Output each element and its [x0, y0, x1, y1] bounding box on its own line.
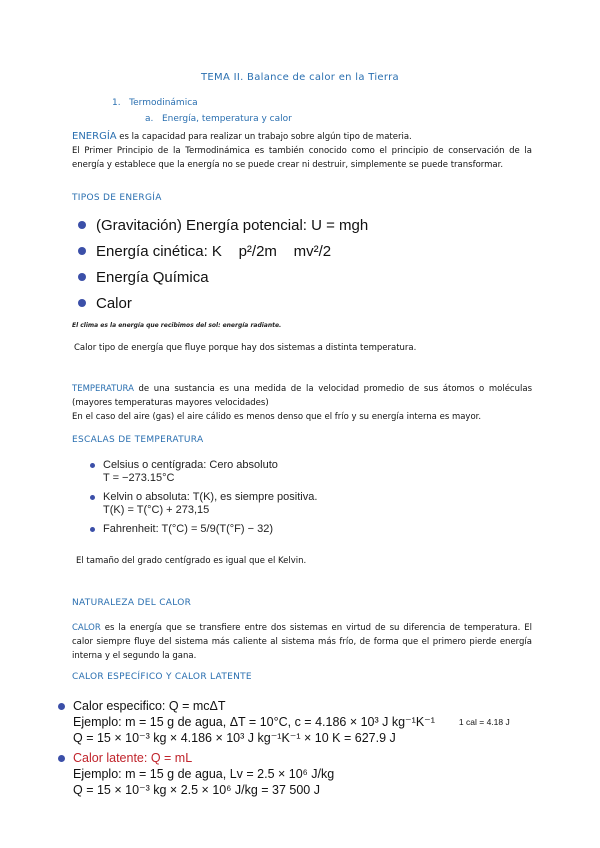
latente-ejemplo: Ejemplo: m = 15 g de agua, Lv = 2.5 × 10⁶ J/kg	[73, 767, 335, 781]
bullet-icon	[58, 755, 65, 762]
list-item: Energía Química	[78, 264, 368, 290]
bullet-icon	[58, 703, 65, 710]
calor-text: Calor tipo de energía que fluye porque hay dos sistemas a distinta temperatura.	[74, 343, 417, 353]
list-item: (Gravitación) Energía potencial: U = mgh	[78, 212, 368, 238]
bullet-icon	[78, 273, 86, 281]
naturaleza-heading: NATURALEZA DEL CALOR	[72, 598, 192, 608]
calor-latente-heading: CALOR ESPECÍFICO Y CALOR LATENTE	[72, 672, 252, 682]
bullet-icon	[78, 221, 86, 229]
tipos-list	[78, 212, 368, 316]
bullet-icon	[90, 527, 95, 532]
temperatura-term: TEMPERATURA	[72, 384, 134, 394]
naturaleza-paragraph: CALOR es la energía que se transfiere entre dos sistemas en virtud de su diferencia de temperatura. El calor siempre fluye del sistema más caliente al sistema más frío, de forma que el primero pierde energía interna y el segundo la gana.	[72, 623, 532, 661]
tipos-heading: TIPOS DE ENERGÍA	[72, 193, 162, 203]
calor-formulas	[58, 698, 510, 798]
cal-note: 1 cal = 4.18 J	[458, 717, 510, 727]
list-item: Calor especifico: Q = mcΔT	[58, 698, 510, 714]
bullet-icon	[90, 463, 95, 468]
bullet-icon	[90, 495, 95, 500]
subsection-heading: a. Energía, temperatura y calor	[145, 114, 292, 124]
especifico-ejemplo: Ejemplo: m = 15 g de agua, ΔT = 10°C, c = 4.186 × 10³ J kg⁻¹K⁻¹	[73, 715, 435, 729]
energia-text: El Primer Principio de la Termodinámica es también conocido como el principio de conservación de la energía y establece que la energía no se puede crear ni destruir, simplemente se puede transformar.	[72, 146, 532, 170]
temperatura-paragraph: TEMPERATURA de una sustancia es una medida de la velocidad promedio de sus átomos o moléculas (mayores temperaturas mayores velocidades) En el caso del aire (gas) el aire cálido es menos denso que el frío y su energía interna es mayor.	[72, 384, 532, 422]
list-item: Energía cinética: K p²/2m mv²/2	[78, 238, 368, 264]
clima-note: El clima es la energía que recibimos del sol: energía radiante.	[72, 322, 282, 329]
latente-resultado: Q = 15 × 10⁻³ kg × 2.5 × 10⁶ J/kg = 37 500 J	[73, 783, 320, 797]
list-item: Calor latente: Q = mL	[58, 750, 510, 766]
page-title: TEMA II. Balance de calor en la Tierra	[201, 72, 399, 83]
escalas-list	[90, 459, 317, 536]
list-item: Fahrenheit: T(°C) = 5/9(T(°F) − 32)	[90, 523, 317, 536]
list-item: Celsius o centígrada: Cero absoluto T = −273.15°C	[90, 459, 317, 485]
temperatura-text: En el caso del aire (gas) el aire cálido es menos denso que el frío y su energía interna es mayor.	[72, 412, 482, 422]
energia-paragraph	[72, 130, 532, 172]
escalas-heading: ESCALAS DE TEMPERATURA	[72, 435, 204, 445]
especifico-resultado: Q = 15 × 10⁻³ kg × 4.186 × 10³ J kg⁻¹K⁻¹ × 10 K = 627.9 J	[73, 731, 396, 745]
list-item: Calor	[78, 290, 368, 316]
escalas-note: El tamaño del grado centígrado es igual que el Kelvin.	[76, 556, 307, 566]
bullet-icon	[78, 299, 86, 307]
list-item: Kelvin o absoluta: T(K), es siempre positiva. T(K) = T(°C) + 273,15	[90, 491, 317, 517]
section-heading-termodinamica: 1. Termodinámica	[112, 98, 198, 108]
calor-term: CALOR	[72, 623, 101, 633]
bullet-icon	[78, 247, 86, 255]
energia-term: ENERGÍA	[72, 131, 117, 142]
energia-def: es la capacidad para realizar un trabajo sobre algún tipo de materia.	[116, 132, 412, 142]
